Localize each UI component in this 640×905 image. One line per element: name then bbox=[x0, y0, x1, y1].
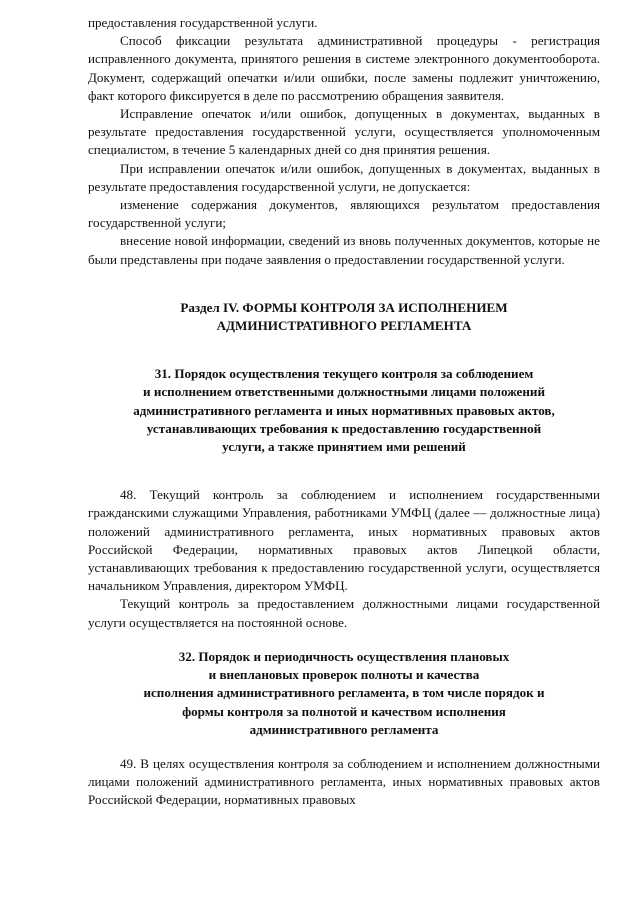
paragraph: изменение содержания документов, являющихся результатом предоставления государственной услуги; bbox=[88, 197, 600, 231]
section-heading bbox=[88, 299, 600, 335]
heading-line: 31. Порядок осуществления текущего контроля за соблюдением bbox=[154, 366, 534, 382]
heading-line: и исполнением ответственными должностными лицами положений bbox=[143, 384, 545, 400]
heading-line: АДМИНИСТРАТИВНОГО РЕГЛАМЕНТА bbox=[216, 318, 472, 334]
paragraph: Способ фиксации результата административной процедуры - регистрация исправленного документа, принятого решения в системе электронного документооборота. Документ, содержащий опечатки и/или ошибки, после замены подлежит уничтожению, факт которого фиксируется в деле по рассмотрению обращения заявителя. bbox=[88, 33, 600, 103]
heading-line: 32. Порядок и периодичность осуществления плановых bbox=[178, 648, 510, 664]
paragraph: 48. Текущий контроль за соблюдением и исполнением государственными гражданскими служащими Управления, работниками УМФЦ (далее — должностные лица) положений административного регламента, иных нормативных правовых актов Российской Федерации, нормативных правовых актов Липецкой области, устанавливающих требования к предоставлению государственной услуги, осуществляется начальником Управления, директором УМФЦ. bbox=[88, 487, 600, 594]
heading-line: формы контроля за полнотой и качеством исполнения bbox=[182, 703, 506, 719]
paragraph: Текущий контроль за предоставлением должностными лицами государственной услуги осуществляется на постоянной основе. bbox=[88, 596, 600, 630]
heading-line: услуги, а также принятием ими решений bbox=[222, 439, 466, 455]
heading-line: и внеплановых проверок полноты и качества bbox=[208, 667, 480, 683]
paragraph: внесение новой информации, сведений из вновь полученных документов, которые не были представлены при подаче заявления о предоставлении государственной услуги. bbox=[88, 233, 600, 267]
subsection-heading-32 bbox=[88, 648, 600, 739]
paragraph: 49. В целях осуществления контроля за соблюдением и исполнением должностными лицами положений административного регламента, иных нормативных правовых актов Российской Федерации, нормативных правовых bbox=[88, 755, 600, 808]
subsection-heading-31 bbox=[88, 365, 600, 456]
heading-line: устанавливающих требования к предоставлению государственной bbox=[146, 420, 542, 436]
body-32 bbox=[88, 755, 600, 810]
body-top bbox=[88, 14, 600, 269]
paragraph: предоставления государственной услуги. bbox=[88, 15, 318, 30]
body-31 bbox=[88, 486, 600, 632]
document-page bbox=[88, 14, 600, 810]
paragraph: При исправлении опечаток и/или ошибок, допущенных в документах, выданных в результате предоставления государственной услуги, не допускается: bbox=[88, 160, 600, 194]
paragraph: Исправление опечаток и/или ошибок, допущенных в документах, выданных в результате предоставления государственной услуги, осуществляется уполномоченным специалистом, в течение 5 календарных дней со дня принятия решения. bbox=[88, 106, 600, 158]
heading-line: исполнения административного регламента, в том числе порядок и bbox=[143, 685, 545, 701]
heading-line: административного регламента и иных нормативных правовых актов, bbox=[133, 402, 555, 418]
heading-line: административного регламента bbox=[249, 721, 439, 737]
heading-line: Раздел IV. ФОРМЫ КОНТРОЛЯ ЗА ИСПОЛНЕНИЕМ bbox=[180, 299, 508, 315]
